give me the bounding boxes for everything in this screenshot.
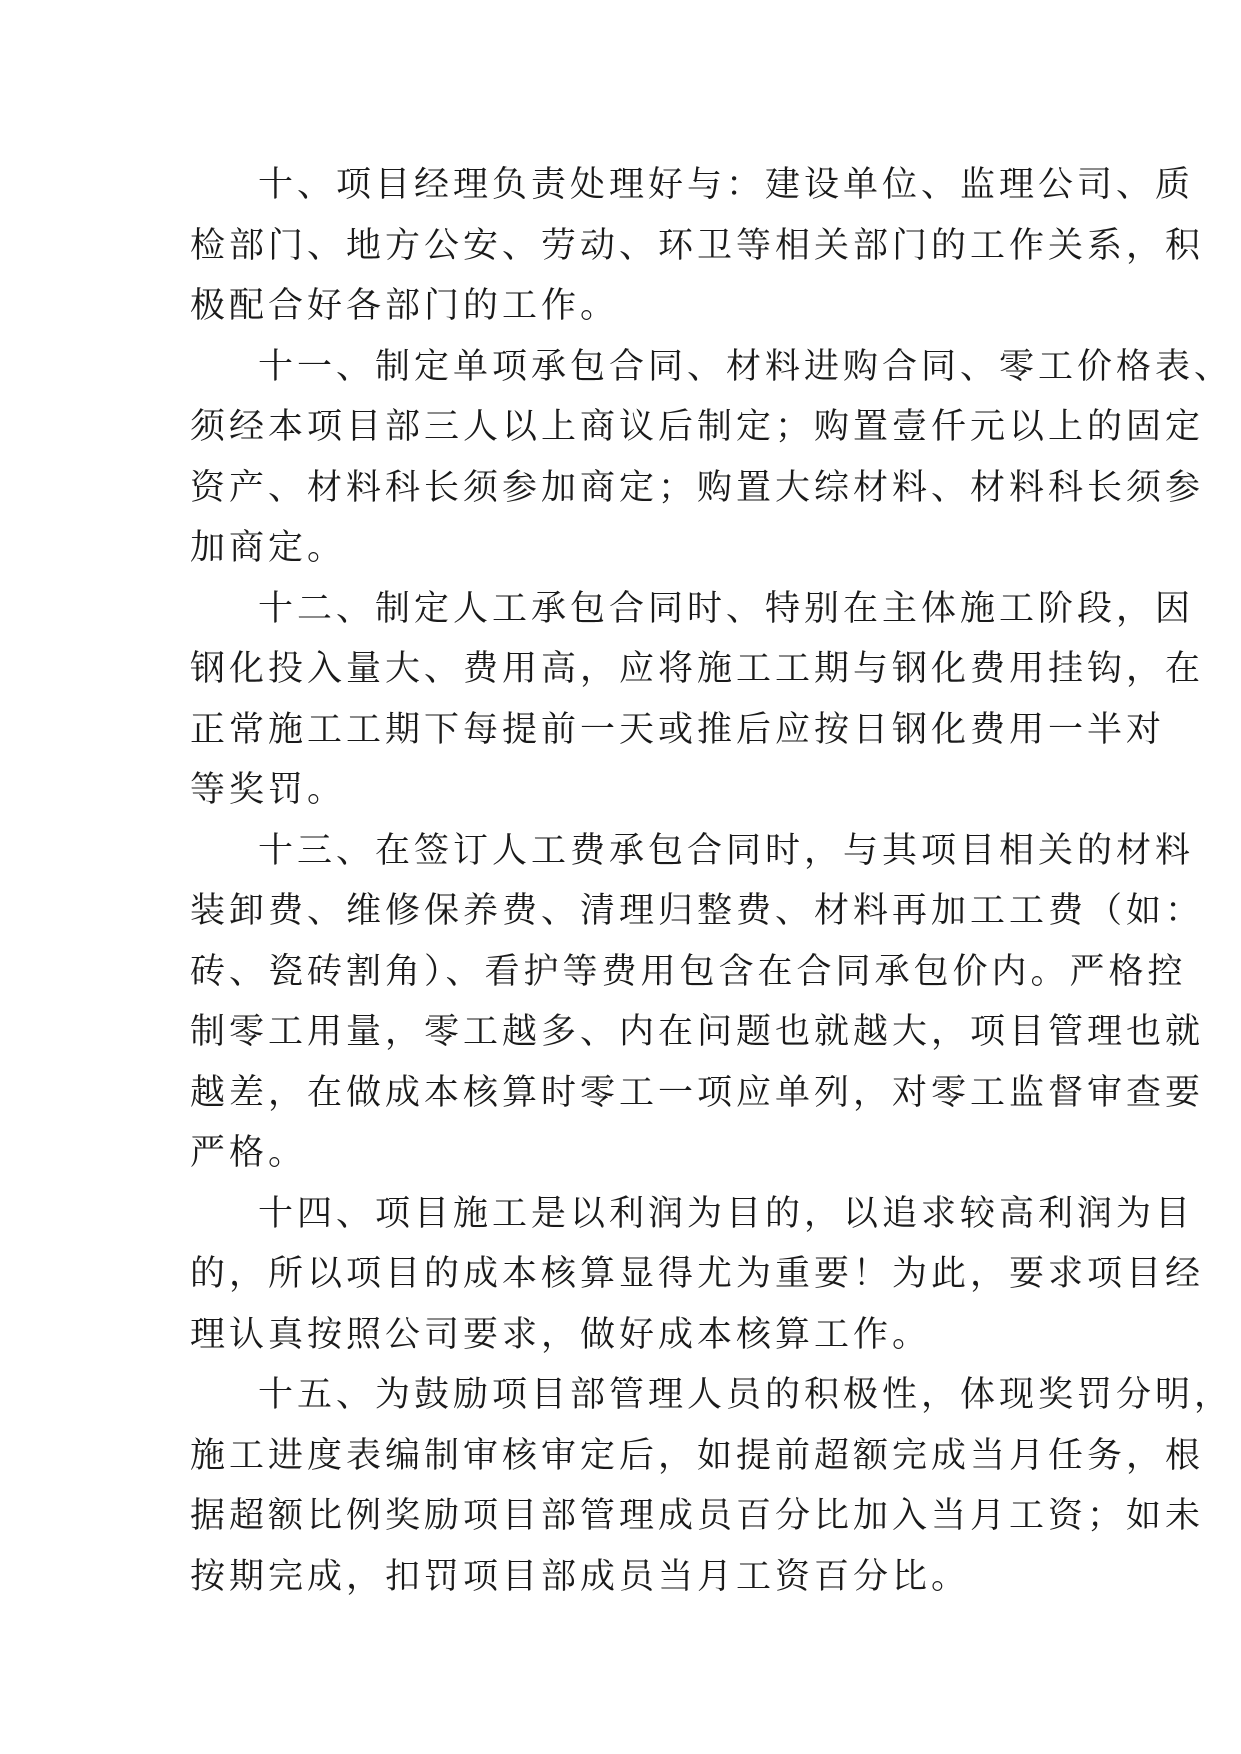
text-line: 须经本项目部三人以上商议后制定；购置壹仟元以上的固定 <box>190 407 1205 447</box>
text-line: 资产、材料科长须参加商定；购置大综材料、材料科长须参 <box>190 467 1205 508</box>
text-line: 按期完成，扣罚项目部成员当月工资百分比。 <box>190 1556 971 1597</box>
text-line: 装卸费、维修保养费、清理归整费、材料再加工工费（如： <box>190 891 1205 931</box>
paragraph-item-10 <box>190 155 1205 337</box>
text-line: 的，所以项目的成本核算显得尤为重要！为此，要求项目经 <box>190 1254 1205 1294</box>
text-line: 加商定。 <box>190 528 347 568</box>
text-line: 十、项目经理负责处理好与：建设单位、监理公司、质 <box>258 165 1195 205</box>
text-line: 严格。 <box>190 1133 308 1173</box>
paragraph-item-13 <box>190 821 1205 1184</box>
text-line: 十一、制定单项承包合同、材料进购合同、零工价格表、 <box>258 346 1234 387</box>
text-line: 正常施工工期下每提前一天或推后应按日钢化费用一半对 <box>190 709 1166 750</box>
text-line: 极配合好各部门的工作。 <box>190 286 620 326</box>
text-line: 制零工用量，零工越多、内在问题也就越大，项目管理也就 <box>190 1012 1205 1052</box>
text-line: 据超额比例奖励项目部管理成员百分比加入当月工资；如未 <box>190 1496 1205 1536</box>
paragraph-item-14 <box>190 1184 1205 1366</box>
text-line: 十三、在签订人工费承包合同时，与其项目相关的材料 <box>258 830 1195 871</box>
text-line: 检部门、地方公安、劳动、环卫等相关部门的工作关系，积 <box>190 225 1205 266</box>
text-line: 钢化投入量大、费用高，应将施工工期与钢化费用挂钩，在 <box>190 649 1205 689</box>
text-line: 施工进度表编制审核审定后，如提前超额完成当月任务，根 <box>190 1435 1205 1476</box>
text-line: 理认真按照公司要求，做好成本核算工作。 <box>190 1314 932 1355</box>
text-line: 十五、为鼓励项目部管理人员的积极性，体现奖罚分明， <box>258 1375 1234 1415</box>
paragraph-item-12 <box>190 579 1205 821</box>
text-line: 十四、项目施工是以利润为目的，以追求较高利润为目 <box>258 1193 1195 1234</box>
text-line: 越差，在做成本核算时零工一项应单列，对零工监督审查要 <box>190 1072 1205 1113</box>
text-line: 十二、制定人工承包合同时、特别在主体施工阶段，因 <box>258 588 1195 629</box>
text-line: 等奖罚。 <box>190 770 347 810</box>
paragraph-item-11 <box>190 337 1234 579</box>
document-body <box>190 155 1234 1607</box>
text-line: 砖、瓷砖割角）、看护等费用包含在合同承包价内。严格控 <box>190 951 1187 992</box>
paragraph-item-15 <box>190 1365 1234 1607</box>
